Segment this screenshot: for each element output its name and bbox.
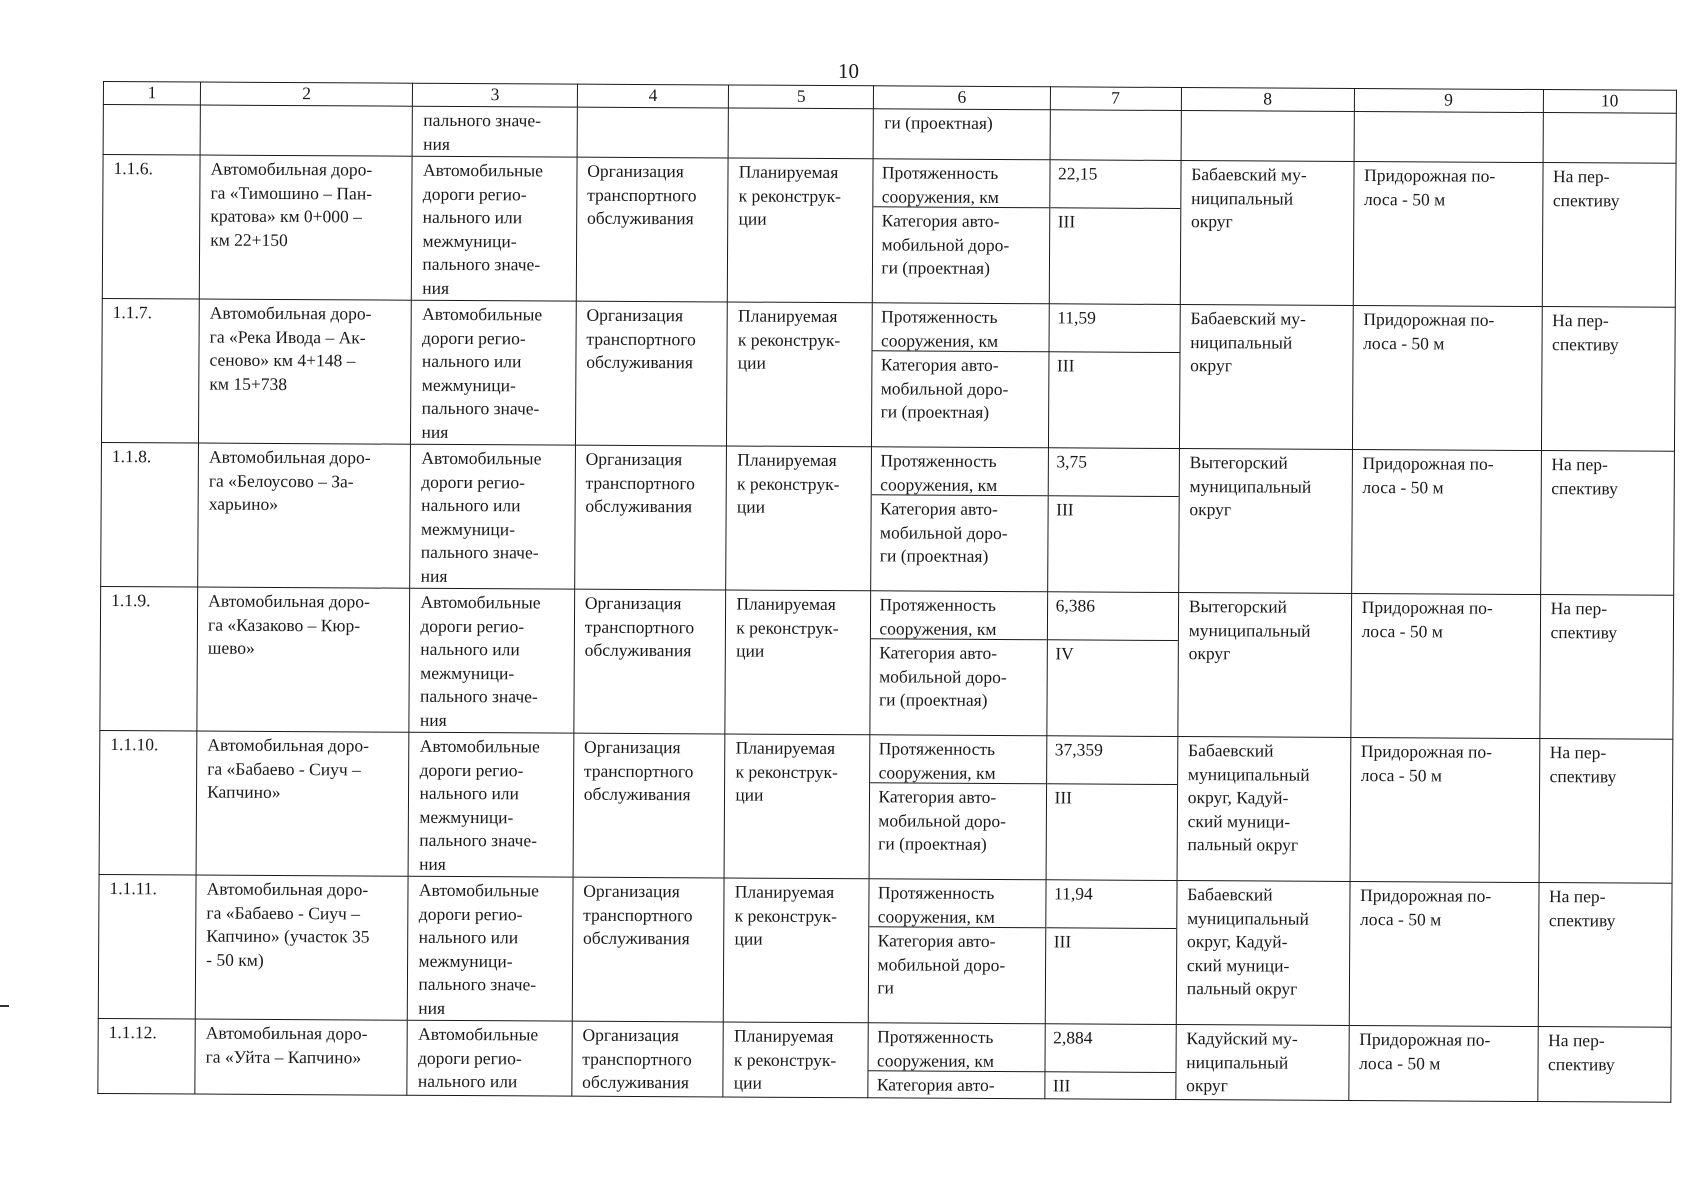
zone-cell <box>1352 305 1542 450</box>
values-top: 22,15 <box>1050 160 1181 209</box>
column-number-5: 5 <box>729 85 874 109</box>
values-bottom: III <box>1052 1075 1071 1096</box>
page-number: 10 <box>838 59 859 83</box>
characteristics-top: Протяженность сооружения, км <box>873 303 1048 352</box>
column-number-4: 4 <box>577 84 729 108</box>
row-number-text: 1.1.9. <box>111 590 151 611</box>
purpose-text: Организация транспортного обслуживания <box>584 592 695 661</box>
row-number-cell <box>99 730 197 875</box>
status-text: Планируемая к реконструк- ции <box>737 305 841 373</box>
object-name-cell <box>199 299 412 444</box>
zone-cell <box>1351 593 1541 738</box>
purpose-text: Организация транспортного обслуживания <box>582 1024 692 1093</box>
status-text: Планируемая к реконструк- ции <box>736 449 840 517</box>
object-type-cell <box>409 588 574 733</box>
characteristics-top: Протяженность сооружения, км <box>871 591 1046 640</box>
term-text: На пер- спективу <box>1548 1030 1615 1074</box>
object-name-text: Автомобильная доро- га «Казаково – Кюр- шево» <box>207 590 370 658</box>
values-cell <box>1046 736 1178 881</box>
term-text: На пер- спективу <box>1552 310 1619 354</box>
column-number-9: 9 <box>1354 88 1543 112</box>
term-cell <box>1542 163 1676 308</box>
status-cell <box>726 446 872 591</box>
values-top: 2,884 <box>1045 1024 1176 1073</box>
characteristics-bottom: Категория авто- <box>876 1074 995 1095</box>
characteristics-cell <box>871 447 1048 592</box>
object-name-text: Автомобильная доро- га «Бабаево - Сиуч – Капчино» (участок 35 - 50 км) <box>206 878 370 970</box>
location-cell <box>1178 593 1352 738</box>
purpose-cell <box>574 445 726 590</box>
characteristics-top: Протяженность сооружения, км <box>870 879 1045 928</box>
values-bottom: III <box>1056 499 1074 520</box>
characteristics-cell <box>869 879 1046 1024</box>
object-name-cell <box>198 443 411 588</box>
table-row <box>102 155 1676 308</box>
row-number-text: 1.1.7. <box>112 302 153 323</box>
characteristics-top: Протяженность сооружения, км <box>869 1023 1044 1072</box>
location-cell <box>1179 305 1353 450</box>
continuation-char-cell <box>874 109 1050 160</box>
values-top: 37,359 <box>1047 736 1178 785</box>
continuation-char-text: ги (проектная) <box>884 112 993 133</box>
table-row <box>101 442 1675 595</box>
purpose-cell <box>573 733 725 878</box>
characteristics-cell <box>870 735 1047 880</box>
object-type-cell <box>409 732 574 877</box>
table-row <box>98 874 1672 1027</box>
object-type-text: Автомобильные дороги регио- нального или межмуници- пального значе- ния <box>419 735 540 874</box>
location-text: Кадуйский му- ниципальный округ <box>1186 1028 1298 1096</box>
object-type-cell <box>411 300 576 445</box>
characteristics-bottom: Категория авто- мобильной доро- ги (проектная) <box>881 210 1010 278</box>
term-cell <box>1537 1027 1671 1103</box>
values-top: 11,94 <box>1046 880 1177 929</box>
purpose-cell <box>575 301 727 446</box>
column-number-3: 3 <box>413 83 577 107</box>
term-text: На пер- спективу <box>1552 166 1620 210</box>
purpose-text: Организация транспортного обслуживания <box>582 880 693 949</box>
object-type-cell <box>408 876 573 1021</box>
row-number-text: 1.1.11. <box>109 878 158 899</box>
term-text: На пер- спективу <box>1549 742 1617 786</box>
row-number-text: 1.1.10. <box>110 734 159 755</box>
characteristics-bottom: Категория авто- мобильной доро- ги <box>877 930 1006 998</box>
continuation-row <box>103 105 1676 164</box>
location-text: Вытегорский муниципальный округ <box>1188 596 1311 664</box>
location-text: Бабаевский муниципальный округ, Кадуй- ский муници- пальный округ <box>1186 884 1309 999</box>
zone-text: Придорожная по- лоса - 50 м <box>1363 165 1496 209</box>
object-type-text: Автомобильные дороги регио- нального или <box>417 1023 539 1092</box>
location-text: Бабаевский му- ниципальный округ <box>1190 308 1306 376</box>
table-row <box>98 1018 1671 1102</box>
characteristics-bottom: Категория авто- мобильной доро- ги (проектная) <box>880 354 1009 422</box>
purpose-cell <box>576 157 728 302</box>
status-text: Планируемая к реконструк- ции <box>735 737 838 805</box>
purpose-text: Организация транспортного обслуживания <box>583 736 694 805</box>
object-name-cell <box>196 731 409 876</box>
row-number-cell <box>101 442 199 587</box>
object-type-cell <box>410 444 575 589</box>
column-number-8: 8 <box>1181 88 1354 112</box>
object-name-text: Автомобильная доро- га «Белоусово – За- харьино» <box>208 446 371 514</box>
location-cell <box>1176 1025 1349 1101</box>
purpose-cell <box>572 1021 724 1097</box>
purpose-text: Организация транспортного обслуживания <box>586 304 696 373</box>
row-number-text: 1.1.6. <box>113 158 153 179</box>
characteristics-top: Протяженность сооружения, км <box>874 159 1049 208</box>
term-text: На пер- спективу <box>1548 886 1616 930</box>
characteristics-top: Протяженность сооружения, км <box>871 735 1046 784</box>
column-number-6: 6 <box>874 86 1050 110</box>
zone-cell <box>1350 737 1540 882</box>
zone-text: Придорожная по- лоса - 50 м <box>1359 885 1492 929</box>
status-text: Планируемая к реконструк- ции <box>738 161 842 229</box>
row-number-text: 1.1.8. <box>111 446 152 467</box>
continuation-type-text: пального значе- ния <box>423 109 542 154</box>
status-cell <box>724 878 870 1023</box>
zone-cell <box>1349 881 1539 1026</box>
row-number-cell <box>100 586 198 731</box>
object-name-cell <box>195 875 408 1020</box>
term-text: На пер- спективу <box>1551 454 1618 498</box>
values-cell <box>1044 1024 1176 1100</box>
location-text: Бабаевский му- ниципальный округ <box>1190 164 1307 232</box>
object-type-cell <box>412 156 577 301</box>
values-bottom: III <box>1054 787 1073 808</box>
row-number-text: 1.1.12. <box>108 1022 157 1043</box>
object-type-text: Автомобильные дороги регио- нального или межмуници- пального значе- ния <box>420 447 542 586</box>
object-type-cell <box>407 1020 572 1096</box>
table-row <box>99 730 1673 883</box>
values-bottom: III <box>1057 211 1076 232</box>
zone-text: Придорожная по- лоса - 50 м <box>1360 741 1493 785</box>
zone-text: Придорожная по- лоса - 50 м <box>1359 1029 1491 1073</box>
status-cell <box>723 1022 869 1098</box>
term-cell <box>1539 739 1673 884</box>
column-number-1: 1 <box>103 82 200 106</box>
characteristics-bottom: Категория авто- мобильной доро- ги (проектная) <box>878 642 1007 710</box>
values-bottom: IV <box>1055 643 1074 664</box>
object-name-text: Автомобильная доро- га «Река Ивода – Ак- сеново» км 4+148 – км 15+738 <box>209 302 372 394</box>
values-top: 3,75 <box>1048 448 1179 497</box>
continuation-type-cell <box>413 106 578 157</box>
location-text: Бабаевский муниципальный округ, Кадуй- ский муници- пальный округ <box>1187 740 1310 855</box>
object-type-text: Автомобильные дороги регио- нального или межмуници- пального значе- ния <box>419 591 541 730</box>
table-row <box>100 586 1674 739</box>
status-cell <box>725 590 871 735</box>
zone-cell <box>1353 161 1543 306</box>
characteristics-cell <box>870 591 1047 736</box>
term-cell <box>1540 451 1674 596</box>
zone-text: Придорожная по- лоса - 50 м <box>1362 453 1494 497</box>
object-type-text: Автомобильные дороги регио- нального или межмуници- пального значе- ния <box>422 159 544 298</box>
object-type-text: Автомобильные дороги регио- нального или межмуници- пального значе- ния <box>421 303 543 442</box>
characteristics-bottom: Категория авто- мобильной доро- ги (проектная) <box>878 786 1007 854</box>
status-text: Планируемая к реконструк- ции <box>734 881 838 949</box>
status-cell <box>727 302 873 447</box>
object-name-cell <box>195 1019 408 1095</box>
zone-cell <box>1348 1025 1537 1101</box>
object-type-text: Автомобильные дороги регио- нального или межмуници- пального значе- ния <box>418 879 540 1018</box>
characteristics-bottom: Категория авто- мобильной доро- ги (проектная) <box>879 498 1008 566</box>
zone-text: Придорожная по- лоса - 50 м <box>1363 309 1495 353</box>
term-text: На пер- спективу <box>1550 598 1618 642</box>
object-name-cell <box>197 587 410 732</box>
term-cell <box>1541 307 1675 452</box>
status-cell <box>724 734 870 879</box>
location-text: Вытегорский муниципальный округ <box>1189 452 1312 520</box>
values-cell <box>1047 448 1179 593</box>
values-cell <box>1045 880 1177 1025</box>
characteristics-cell <box>872 303 1049 448</box>
purpose-cell <box>572 877 724 1022</box>
term-cell <box>1539 595 1673 740</box>
values-top: 11,59 <box>1049 304 1180 353</box>
status-cell <box>728 158 874 303</box>
object-name-text: Автомобильная доро- га «Тимошино – Пан- кратова» км 0+000 – км 22+150 <box>210 158 373 250</box>
object-name-text: Автомобильная доро- га «Бабаево - Сиуч – Капчино» <box>207 734 370 803</box>
margin-mark <box>0 1005 9 1007</box>
location-cell <box>1178 449 1352 594</box>
table-row <box>101 298 1675 451</box>
values-cell <box>1046 592 1178 737</box>
characteristics-top: Протяженность сооружения, км <box>872 447 1047 496</box>
zone-cell <box>1351 449 1541 594</box>
purpose-cell <box>574 589 726 734</box>
values-bottom: III <box>1053 931 1072 952</box>
row-number-cell <box>98 874 196 1019</box>
row-number-cell <box>98 1018 196 1094</box>
purpose-text: Организация транспортного обслуживания <box>585 448 696 517</box>
zone-text: Придорожная по- лоса - 50 м <box>1361 597 1493 641</box>
status-text: Планируемая к реконструк- ции <box>736 593 839 661</box>
characteristics-cell <box>873 159 1050 304</box>
values-bottom: III <box>1056 355 1075 376</box>
location-cell <box>1176 881 1350 1026</box>
values-top: 6,386 <box>1047 592 1178 641</box>
row-number-cell <box>101 298 199 443</box>
purpose-text: Организация транспортного обслуживания <box>586 160 697 229</box>
object-name-cell <box>199 155 412 300</box>
status-text: Планируемая к реконструк- ции <box>733 1025 837 1093</box>
column-number-7: 7 <box>1050 87 1181 111</box>
column-number-10: 10 <box>1543 90 1677 114</box>
object-name-text: Автомобильная доро- га «Уйта – Капчино» <box>205 1022 368 1067</box>
values-cell <box>1049 160 1181 305</box>
characteristics-cell <box>868 1023 1044 1099</box>
values-cell <box>1048 304 1180 449</box>
column-number-2: 2 <box>200 82 412 106</box>
term-cell <box>1538 883 1672 1028</box>
location-cell <box>1177 737 1351 882</box>
location-cell <box>1180 161 1354 306</box>
row-number-cell <box>102 155 200 300</box>
data-table <box>97 81 1677 1103</box>
